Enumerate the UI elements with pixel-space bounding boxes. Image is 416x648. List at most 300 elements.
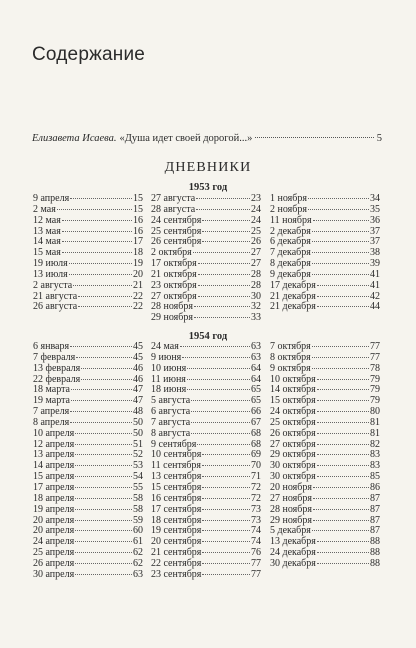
leader-dots <box>317 454 369 455</box>
leader-dots <box>308 198 369 199</box>
leader-dots <box>202 220 250 221</box>
toc-entry[interactable] <box>151 313 261 324</box>
leader-dots <box>202 509 250 510</box>
intro-entry[interactable] <box>32 133 382 144</box>
leader-dots <box>312 357 369 358</box>
leader-dots <box>317 379 369 380</box>
entry-date: 19 июля <box>33 258 68 270</box>
entry-date: 7 декабря <box>270 247 311 259</box>
entry-page: 71 <box>251 471 261 483</box>
entry-date: 20 апреля <box>33 514 75 526</box>
leader-dots <box>196 209 250 210</box>
entry-date: 13 июля <box>33 268 68 280</box>
entry-date: 2 октября <box>151 247 192 259</box>
entry-page: 62 <box>133 557 143 569</box>
entry-date: 24 сентября <box>151 214 202 226</box>
leader-dots <box>317 476 369 477</box>
leader-dots <box>202 574 250 575</box>
entry-page: 28 <box>251 279 261 291</box>
entry-date: 19 сентября <box>151 525 202 537</box>
entry-page: 88 <box>370 547 380 559</box>
entry-page: 25 <box>251 225 261 237</box>
entry-page: 22 <box>133 290 143 302</box>
leader-dots <box>187 368 250 369</box>
entry-page: 88 <box>370 557 380 569</box>
toc-entry[interactable] <box>33 281 143 292</box>
entry-date: 13 апреля <box>33 449 75 461</box>
entry-page: 66 <box>251 406 261 418</box>
leader-dots <box>187 389 250 390</box>
entry-date: 15 сентября <box>151 481 202 493</box>
toc-entry[interactable] <box>33 216 143 227</box>
entry-date: 24 апреля <box>33 536 75 548</box>
entry-page: 82 <box>370 438 380 450</box>
toc-entry[interactable] <box>270 216 380 227</box>
leader-dots <box>75 498 132 499</box>
entry-page: 42 <box>370 290 380 302</box>
entry-page: 61 <box>133 536 143 548</box>
entry-date: 22 февраля <box>33 373 81 385</box>
entry-date: 2 декабря <box>270 225 311 237</box>
leader-dots <box>202 498 250 499</box>
entry-date: 15 октября <box>270 395 316 407</box>
leader-dots <box>180 346 250 347</box>
leader-dots <box>62 231 132 232</box>
entry-page: 87 <box>370 492 380 504</box>
leader-dots <box>75 476 132 477</box>
leader-dots <box>198 296 250 297</box>
entry-date: 14 апреля <box>33 460 75 472</box>
entry-page: 53 <box>133 460 143 472</box>
entry-page: 88 <box>370 536 380 548</box>
entry-date: 25 октября <box>270 416 316 428</box>
leader-dots <box>196 198 250 199</box>
entry-date: 10 сентября <box>151 449 202 461</box>
entry-date: 12 мая <box>33 214 61 226</box>
entry-date: 26 августа <box>33 301 78 313</box>
entry-page: 50 <box>133 416 143 428</box>
entry-date: 13 сентября <box>151 471 202 483</box>
entry-page: 77 <box>370 351 380 363</box>
entry-date: 10 июня <box>151 362 187 374</box>
leader-dots <box>202 241 250 242</box>
entry-page: 19 <box>133 258 143 270</box>
entry-date: 7 апреля <box>33 406 70 418</box>
entry-page: 38 <box>370 247 380 259</box>
entry-date: 11 июня <box>151 373 186 385</box>
leader-dots <box>197 444 250 445</box>
entry-page: 70 <box>251 460 261 472</box>
leader-dots <box>317 389 369 390</box>
entry-date: 27 октября <box>270 438 316 450</box>
toc-entry[interactable] <box>151 216 261 227</box>
entry-page: 23 <box>251 193 261 204</box>
entry-date: 1 ноября <box>270 193 307 204</box>
leader-dots <box>62 220 132 221</box>
leader-dots <box>317 296 369 297</box>
entry-page: 87 <box>370 525 380 537</box>
entry-date: 22 сентября <box>151 557 202 569</box>
entry-date: 27 августа <box>151 193 196 204</box>
entry-date: 28 ноября <box>151 301 193 313</box>
entry-page: 24 <box>251 203 261 215</box>
entry-page: 58 <box>133 492 143 504</box>
entry-date: 24 октября <box>270 406 316 418</box>
entry-date: 14 мая <box>33 236 61 248</box>
entry-date: 9 сентября <box>151 438 197 450</box>
leader-dots <box>57 209 132 210</box>
toc-entry[interactable] <box>270 505 380 516</box>
leader-dots <box>312 252 369 253</box>
leader-dots <box>317 552 369 553</box>
toc-column <box>33 194 143 313</box>
toc-column <box>151 194 261 324</box>
entry-page: 27 <box>251 258 261 270</box>
entry-page: 81 <box>370 416 380 428</box>
entry-page: 48 <box>133 406 143 418</box>
leader-dots <box>78 296 132 297</box>
entry-date: 10 апреля <box>33 427 75 439</box>
leader-dots <box>317 563 369 564</box>
entry-page: 64 <box>251 362 261 374</box>
toc-column <box>270 194 380 313</box>
leader-dots <box>69 263 132 264</box>
leader-dots <box>75 552 132 553</box>
entry-date: 14 октября <box>270 384 316 396</box>
intro-page: 5 <box>376 133 382 144</box>
entry-page: 64 <box>251 373 261 385</box>
leader-dots <box>313 498 369 499</box>
entry-page: 79 <box>370 384 380 396</box>
leader-dots <box>75 454 132 455</box>
entry-page: 18 <box>133 247 143 259</box>
leader-dots <box>75 530 132 531</box>
leader-dots <box>81 368 132 369</box>
entry-date: 13 февраля <box>33 362 81 374</box>
leader-dots <box>194 306 250 307</box>
entry-page: 77 <box>251 557 261 569</box>
entry-page: 16 <box>133 225 143 237</box>
entry-date: 17 апреля <box>33 481 75 493</box>
entry-page: 87 <box>370 503 380 515</box>
leader-dots <box>70 346 132 347</box>
entry-date: 7 октября <box>270 341 311 352</box>
leader-dots <box>202 530 250 531</box>
leader-dots <box>202 520 250 521</box>
entry-page: 35 <box>370 203 380 215</box>
entry-page: 73 <box>251 514 261 526</box>
entry-page: 41 <box>370 268 380 280</box>
leader-dots <box>317 433 369 434</box>
entry-page: 51 <box>133 438 143 450</box>
entry-date: 20 ноября <box>270 481 312 493</box>
entry-date: 8 октября <box>270 351 311 363</box>
entry-page: 79 <box>370 395 380 407</box>
leader-dots <box>73 285 132 286</box>
entry-page: 77 <box>370 341 380 352</box>
entry-date: 26 апреля <box>33 557 75 569</box>
entry-date: 13 декабря <box>270 536 316 548</box>
entry-date: 21 декабря <box>270 290 316 302</box>
entry-page: 77 <box>251 568 261 580</box>
toc-column <box>270 342 380 570</box>
leader-dots <box>191 411 250 412</box>
entry-date: 26 октября <box>270 427 316 439</box>
leader-dots <box>317 411 369 412</box>
leader-dots <box>76 357 132 358</box>
entry-page: 32 <box>251 301 261 313</box>
leader-dots <box>198 263 250 264</box>
entry-date: 15 апреля <box>33 471 75 483</box>
entry-page: 63 <box>251 351 261 363</box>
entry-date: 11 ноября <box>270 214 312 226</box>
entry-date: 9 октября <box>270 362 311 374</box>
entry-date: 28 ноября <box>270 503 312 515</box>
leader-dots <box>198 274 250 275</box>
entry-date: 21 сентября <box>151 547 202 559</box>
leader-dots <box>255 137 373 138</box>
entry-page: 30 <box>251 290 261 302</box>
leader-dots <box>317 422 369 423</box>
intro-title: «Душа идет своей дорогой...» <box>119 133 253 144</box>
leader-dots <box>75 520 132 521</box>
entry-date: 7 августа <box>151 416 191 428</box>
entry-date: 29 ноября <box>151 312 193 324</box>
leader-dots <box>202 541 250 542</box>
entry-page: 63 <box>251 341 261 352</box>
entry-page: 72 <box>251 492 261 504</box>
entry-page: 68 <box>251 438 261 450</box>
entry-page: 16 <box>133 214 143 226</box>
entry-date: 16 сентября <box>151 492 202 504</box>
entry-date: 2 ноября <box>270 203 307 215</box>
entry-date: 15 мая <box>33 247 61 259</box>
leader-dots <box>71 389 132 390</box>
entry-page: 74 <box>251 525 261 537</box>
entry-page: 45 <box>133 351 143 363</box>
leader-dots <box>202 476 250 477</box>
leader-dots <box>202 231 250 232</box>
entry-page: 20 <box>133 268 143 280</box>
entry-date: 20 сентября <box>151 536 202 548</box>
entry-page: 83 <box>370 449 380 461</box>
leader-dots <box>317 465 369 466</box>
toc-entry[interactable] <box>151 281 261 292</box>
entry-page: 17 <box>133 236 143 248</box>
toc-column <box>33 342 143 581</box>
entry-date: 9 апреля <box>33 193 70 204</box>
leader-dots <box>312 368 369 369</box>
entry-page: 39 <box>370 258 380 270</box>
entry-date: 5 августа <box>151 395 191 407</box>
entry-page: 86 <box>370 481 380 493</box>
leader-dots <box>312 274 369 275</box>
entry-page: 74 <box>251 536 261 548</box>
entry-page: 36 <box>370 214 380 226</box>
entry-date: 30 октября <box>270 460 316 472</box>
entry-date: 25 сентября <box>151 225 202 237</box>
leader-dots <box>62 241 132 242</box>
entry-page: 47 <box>133 395 143 407</box>
entry-page: 68 <box>251 427 261 439</box>
leader-dots <box>81 379 132 380</box>
entry-page: 83 <box>370 460 380 472</box>
entry-date: 18 сентября <box>151 514 202 526</box>
entry-page: 28 <box>251 268 261 280</box>
toc-entry[interactable] <box>270 559 380 570</box>
entry-page: 46 <box>133 373 143 385</box>
entry-date: 7 февраля <box>33 351 76 363</box>
entry-date: 18 марта <box>33 384 70 396</box>
entry-date: 27 ноября <box>270 492 312 504</box>
entry-page: 78 <box>370 362 380 374</box>
entry-date: 30 октября <box>270 471 316 483</box>
entry-date: 17 сентября <box>151 503 202 515</box>
toc-entry[interactable] <box>151 505 261 516</box>
entry-page: 55 <box>133 481 143 493</box>
entry-page: 15 <box>133 203 143 215</box>
leader-dots <box>202 487 250 488</box>
entry-page: 59 <box>133 514 143 526</box>
toc-entry[interactable] <box>33 429 143 440</box>
toc-entry[interactable] <box>270 281 380 292</box>
entry-page: 15 <box>133 193 143 204</box>
entry-date: 18 апреля <box>33 492 75 504</box>
entry-page: 24 <box>251 214 261 226</box>
toc-entry[interactable] <box>270 429 380 440</box>
entry-page: 26 <box>251 236 261 248</box>
entry-date: 6 января <box>33 341 70 352</box>
toc-entry[interactable] <box>33 302 143 313</box>
entry-page: 62 <box>133 547 143 559</box>
toc-entry[interactable] <box>151 364 261 375</box>
entry-date: 17 октября <box>151 258 197 270</box>
leader-dots <box>70 198 132 199</box>
entry-page: 80 <box>370 406 380 418</box>
toc-entry[interactable] <box>270 302 380 313</box>
leader-dots <box>71 400 132 401</box>
entry-date: 29 ноября <box>270 514 312 526</box>
entry-page: 22 <box>133 301 143 313</box>
entry-date: 27 октября <box>151 290 197 302</box>
page-title: Содержание <box>32 44 146 65</box>
leader-dots <box>312 263 369 264</box>
entry-page: 72 <box>251 481 261 493</box>
toc-entry[interactable] <box>151 570 261 581</box>
entry-date: 28 августа <box>151 203 196 215</box>
entry-page: 33 <box>251 312 261 324</box>
entry-date: 11 сентября <box>151 460 202 472</box>
leader-dots <box>312 346 369 347</box>
entry-page: 76 <box>251 547 261 559</box>
leader-dots <box>313 487 369 488</box>
leader-dots <box>191 422 250 423</box>
entry-date: 8 декабря <box>270 258 311 270</box>
entry-page: 60 <box>133 525 143 537</box>
entry-date: 19 апреля <box>33 503 75 515</box>
entry-page: 65 <box>251 395 261 407</box>
entry-page: 67 <box>251 416 261 428</box>
leader-dots <box>317 400 369 401</box>
entry-page: 47 <box>133 384 143 396</box>
entry-date: 23 сентября <box>151 568 202 580</box>
entry-page: 73 <box>251 503 261 515</box>
entry-date: 21 августа <box>33 290 78 302</box>
leader-dots <box>70 411 132 412</box>
entry-date: 5 декабря <box>270 525 311 537</box>
entry-date: 21 декабря <box>270 301 316 313</box>
entry-date: 21 октября <box>151 268 197 280</box>
entry-page: 44 <box>370 301 380 313</box>
entry-page: 85 <box>370 471 380 483</box>
leader-dots <box>75 433 132 434</box>
entry-page: 87 <box>370 514 380 526</box>
entry-date: 20 апреля <box>33 525 75 537</box>
entry-date: 23 октября <box>151 279 197 291</box>
leader-dots <box>75 541 132 542</box>
leader-dots <box>70 422 132 423</box>
entry-page: 45 <box>133 341 143 352</box>
leader-dots <box>202 563 250 564</box>
entry-date: 10 октября <box>270 373 316 385</box>
section-heading: ДНЕВНИКИ <box>164 160 252 175</box>
entry-page: 65 <box>251 384 261 396</box>
year-heading-1953: 1953 год <box>188 182 228 193</box>
entry-page: 37 <box>370 236 380 248</box>
entry-date: 9 июня <box>151 351 182 363</box>
leader-dots <box>317 285 369 286</box>
entry-page: 81 <box>370 427 380 439</box>
leader-dots <box>198 285 250 286</box>
entry-date: 18 июня <box>151 384 187 396</box>
leader-dots <box>193 252 250 253</box>
entry-date: 13 мая <box>33 225 61 237</box>
leader-dots <box>202 454 250 455</box>
leader-dots <box>308 209 369 210</box>
leader-dots <box>202 552 250 553</box>
toc-entry[interactable] <box>33 570 143 581</box>
leader-dots <box>75 465 132 466</box>
entry-date: 9 декабря <box>270 268 311 280</box>
entry-date: 8 августа <box>151 427 191 439</box>
leader-dots <box>312 231 369 232</box>
toc-entry[interactable] <box>151 429 261 440</box>
leader-dots <box>75 509 132 510</box>
entry-date: 29 октября <box>270 449 316 461</box>
entry-date: 24 декабря <box>270 547 316 559</box>
toc-entry[interactable] <box>270 364 380 375</box>
leader-dots <box>187 379 250 380</box>
leader-dots <box>182 357 250 358</box>
leader-dots <box>75 563 132 564</box>
leader-dots <box>191 400 250 401</box>
entry-page: 46 <box>133 362 143 374</box>
entry-date: 26 сентября <box>151 236 202 248</box>
leader-dots <box>313 509 369 510</box>
entry-page: 52 <box>133 449 143 461</box>
entry-date: 2 мая <box>33 203 56 215</box>
entry-page: 37 <box>370 225 380 237</box>
leader-dots <box>75 487 132 488</box>
leader-dots <box>202 465 250 466</box>
toc-entry[interactable] <box>33 364 143 375</box>
entry-date: 8 апреля <box>33 416 70 428</box>
leader-dots <box>317 541 369 542</box>
entry-date: 19 марта <box>33 395 70 407</box>
toc-entry[interactable] <box>33 505 143 516</box>
entry-page: 58 <box>133 503 143 515</box>
entry-page: 34 <box>370 193 380 204</box>
